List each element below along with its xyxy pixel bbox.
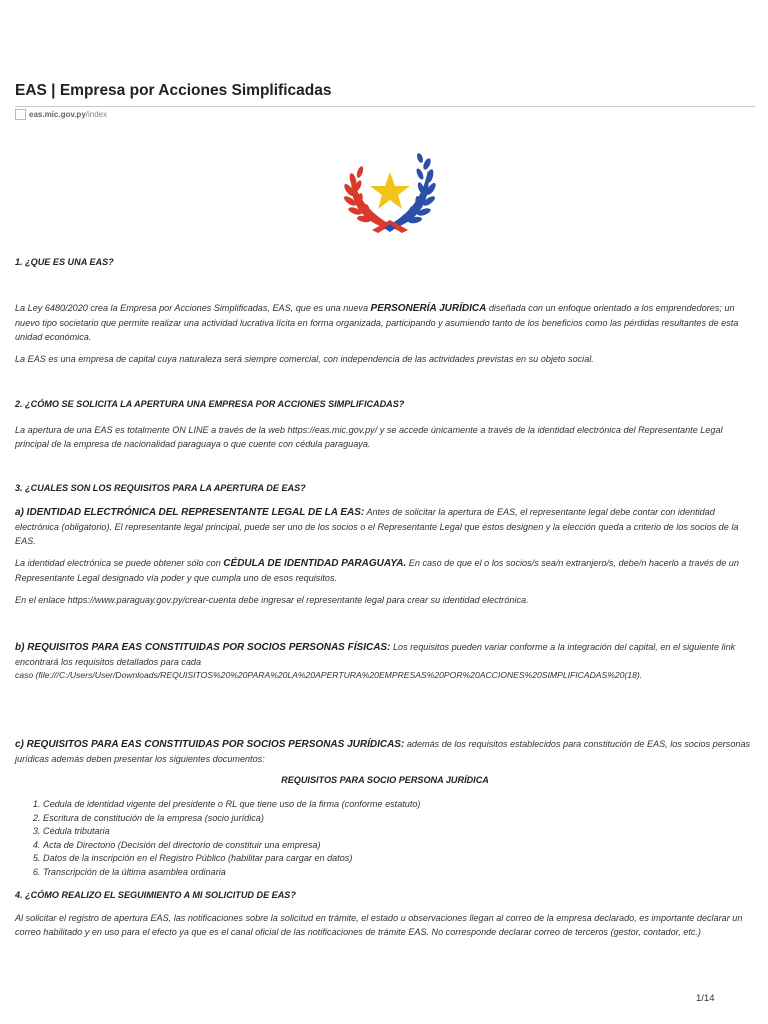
section-1-paragraph-2: La EAS es una empresa de capital cuya naturaleza será siempre comercial, con independencia de las actividades previstas en su objeto social. — [15, 354, 594, 364]
list-item: 4. Acta de Directorio (Decisión del directorio de constituir una empresa) — [43, 839, 420, 853]
text-span: La Ley 6480/2020 crea la Empresa por Acciones Simplificadas, EAS, que es una nueva — [15, 303, 371, 313]
text-span: Los requisitos pueden variar conforme a la integración del capital, en el siguiente link encontrará los requisitos detallados para cada — [15, 642, 736, 667]
text-span: Antes de solicitar la apertura de EAS, el representante legal debe contar con identidad electrónica (obligatorio). El representante legal principal, puede ser uno de los socios o el Representante Legal que éstos designen y la elección queda a criterio de los socios de la EAS. — [15, 507, 739, 546]
source-url[interactable] — [15, 109, 107, 120]
url-path: /index — [85, 110, 108, 119]
section-3c-paragraph-1 — [15, 737, 755, 766]
section-1-paragraph-1 — [15, 301, 755, 344]
title-divider — [15, 106, 755, 107]
section-3a-paragraph-3: En el enlace https://www.paraguay.gov.py/crear-cuenta debe ingresar el representante legal para crear su identidad electrónica. — [15, 595, 529, 605]
section-4-heading: 4. ¿CÓMO REALIZO EL SEGUIMIENTO A MI SOLICITUD DE EAS? — [15, 890, 296, 900]
legal-entity-emphasis: PERSONERÍA JURÍDICA — [370, 303, 487, 314]
section-3c-title: c) REQUISITOS PARA EAS CONSTITUIDAS POR SOCIOS PERSONAS JURÍDICAS: — [15, 739, 405, 750]
section-4-paragraph-1: Al solicitar el registro de apertura EAS, las notificaciones sobre la solicitud en trámite, el estado u observaciones llegan al correo de la empresa declarado, es importante declarar un correo habilitado y en uso para el efecto ya que es el canal oficial de las notificaciones de trámite EAS. No corresponde declarar correo de terceros (gestor, contador, etc.) — [15, 913, 743, 937]
page-indicator: 1/14 — [696, 993, 715, 1004]
juridical-requirements-list — [15, 798, 420, 880]
section-3-heading: 3. ¿CUALES SON LOS REQUISITOS PARA LA APERTURA DE EAS? — [15, 483, 306, 493]
section-3a-paragraph-2 — [15, 556, 755, 585]
juridical-requirements-title: REQUISITOS PARA SOCIO PERSONA JURÍDICA — [281, 775, 489, 785]
section-2-paragraph-1: La apertura de una EAS es totalmente ON LINE a través de la web https://eas.mic.gov.py/ y se accede únicamente a través de la identidad electrónica del Representante Legal principal de la empresa de nacionalidad paraguaya o que cuente con cédula paraguaya. — [15, 425, 723, 449]
list-item: 1. Cedula de identidad vigente del presidente o RL que tiene uso de la firma (conforme estatuto) — [43, 798, 420, 812]
section-3b-title: b) REQUISITOS PARA EAS CONSTITUIDAS POR SOCIOS PERSONAS FÍSICAS: — [15, 642, 391, 653]
requirements-link[interactable]: caso (file:///C:/Users/User/Downloads/REQUISITOS%20%20PARA%20LA%20APERTURA%20EMPRESAS%20POR%20ACCIONES%20SIMPLIFICADAS%20(18). — [15, 670, 643, 680]
favicon-icon — [15, 109, 26, 120]
text-span: además de los requisitos establecidos para constitución de EAS, los socios personas jurídicas además deben presentar los siguientes documentos: — [15, 739, 751, 764]
list-item: 6. Transcripción de la última asamblea ordinaria — [43, 866, 420, 880]
cedula-emphasis: CÉDULA DE IDENTIDAD PARAGUAYA. — [223, 558, 407, 569]
url-domain: eas.mic.gov.py — [29, 110, 86, 119]
text-span: En caso de que el o los socios/s sea/n extranjero/s, debe/n hacerlo a través de un Representante Legal designado vía poder y que cumpla uno de esos requisitos. — [15, 558, 739, 583]
section-3b-paragraph-1 — [15, 640, 755, 669]
list-item: 3. Cédula tributaria — [43, 825, 420, 839]
section-1-heading: 1. ¿QUE ES UNA EAS? — [15, 257, 114, 267]
list-item: 2. Escritura de constitución de la empresa (socio jurídica) — [43, 812, 420, 826]
section-3a-paragraph-1 — [15, 505, 755, 548]
paraguay-emblem-icon — [340, 150, 440, 236]
list-item: 5. Datos de la inscripción en el Registro Público (habilitar para cargar en datos) — [43, 852, 420, 866]
section-2-heading: 2. ¿CÓMO SE SOLICITA LA APERTURA UNA EMPRESA POR ACCIONES SIMPLIFICADAS? — [15, 399, 405, 409]
section-3a-title: a) IDENTIDAD ELECTRÓNICA DEL REPRESENTANTE LEGAL DE LA EAS: — [15, 507, 365, 518]
text-span: diseñada con un enfoque orientado a los emprendedores; un nuevo tipo societario que permite realizar una actividad lucrativa lícita en forma organizada, participando y asumiendo tanto de los beneficios como las pérdidas resultantes de esta unidad económica. — [15, 303, 739, 342]
text-span: La identidad electrónica se puede obtener sólo con — [15, 558, 224, 568]
page-title: EAS | Empresa por Acciones Simplificadas — [15, 82, 332, 99]
